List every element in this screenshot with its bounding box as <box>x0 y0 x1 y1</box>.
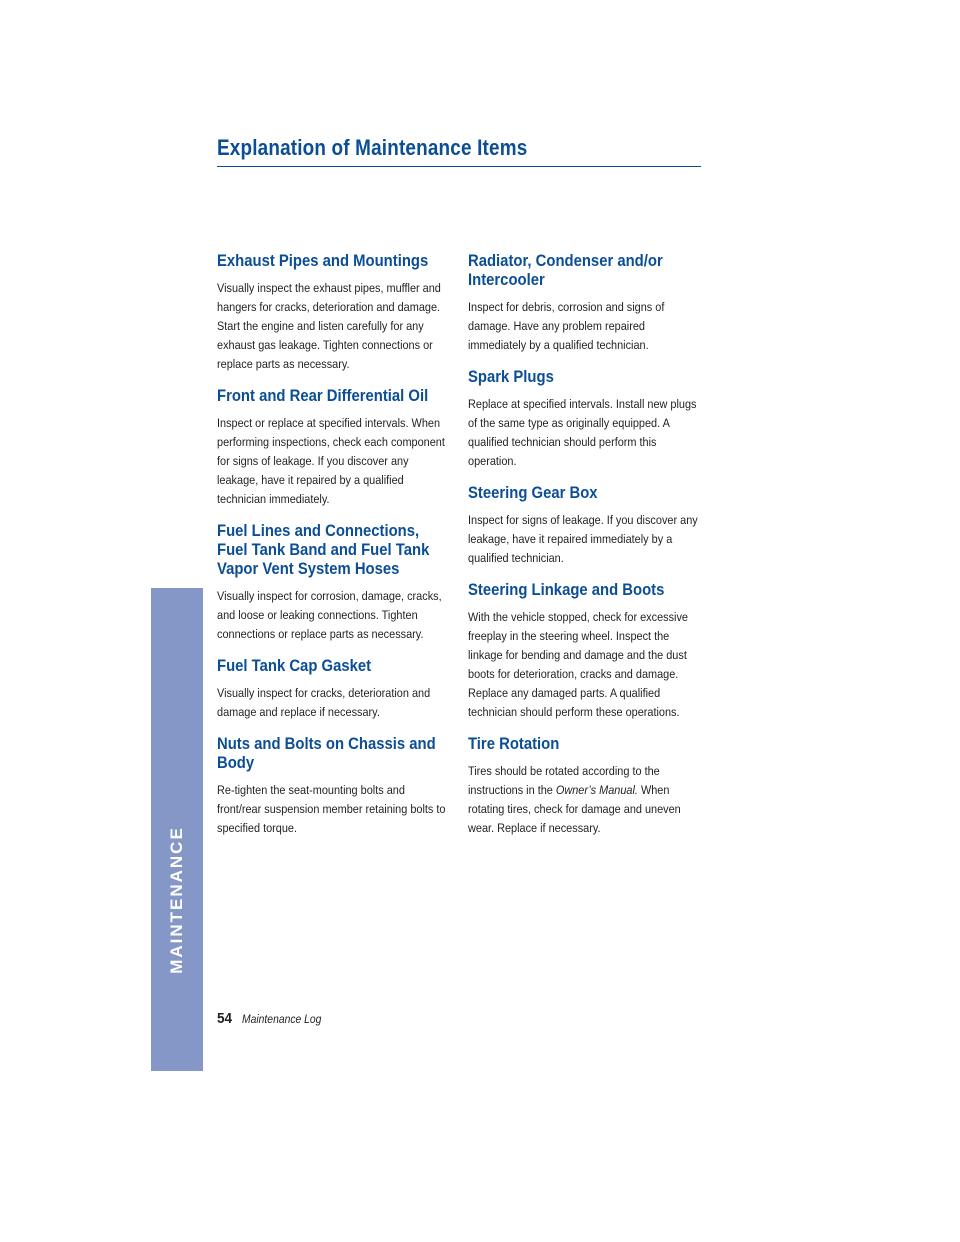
section-body <box>468 762 701 838</box>
section-differential-oil <box>217 387 447 509</box>
section-body: Re-tighten the seat-mounting bolts and front/rear suspension member retaining bolts to specified torque. <box>217 783 446 835</box>
section-radiator <box>468 252 700 355</box>
section-exhaust-pipes <box>217 252 447 374</box>
title-divider <box>217 166 701 167</box>
section-heading: Steering Gear Box <box>468 484 598 502</box>
tire-rotation-text-before: Tires should be rotated according to the instructions in the <box>468 764 660 797</box>
page-footer <box>217 1010 330 1028</box>
section-heading: Front and Rear Differential Oil <box>217 387 429 405</box>
section-steering-gear-box <box>468 484 700 568</box>
section-heading: Spark Plugs <box>468 368 554 386</box>
section-tire-rotation <box>468 735 700 838</box>
section-body: Inspect for debris, corrosion and signs of damage. Have any problem repaired immediately by a qualified technician. <box>468 300 665 352</box>
section-spark-plugs <box>468 368 700 471</box>
right-column <box>468 252 700 851</box>
section-heading: Tire Rotation <box>468 735 560 753</box>
section-body: Inspect or replace at specified intervals. When performing inspections, check each component for signs of leakage. If you discover any leakage, have it repaired by a qualified technician immediately. <box>217 416 445 506</box>
side-tab-label: MAINTENANCE <box>167 825 186 974</box>
section-heading: Fuel Lines and Connections, Fuel Tank Band and Fuel Tank Vapor Vent System Hoses <box>217 522 430 578</box>
section-heading: Nuts and Bolts on Chassis and Body <box>217 735 436 772</box>
page-title: Explanation of Maintenance Items <box>217 135 528 160</box>
section-fuel-tank-cap <box>217 657 447 722</box>
section-nuts-bolts <box>217 735 447 838</box>
footer-label: Maintenance Log <box>242 1014 322 1026</box>
section-body: Visually inspect for corrosion, damage, cracks, and loose or leaking connections. Tighten connections or replace parts as necessary. <box>217 589 442 641</box>
owners-manual-title: Owner’s Manual. <box>555 783 638 797</box>
left-column <box>217 252 447 851</box>
page-number: 54 <box>217 1010 233 1027</box>
section-steering-linkage <box>468 581 700 722</box>
maintenance-side-tab <box>151 588 203 1071</box>
section-heading: Radiator, Condenser and/or Intercooler <box>468 252 663 289</box>
section-heading: Exhaust Pipes and Mountings <box>217 252 429 270</box>
section-fuel-lines <box>217 522 447 644</box>
section-heading: Steering Linkage and Boots <box>468 581 665 599</box>
section-body: Visually inspect the exhaust pipes, muffler and hangers for cracks, deterioration and damage. Start the engine and listen carefully for any exhaust gas leakage. Tighten connections or replace parts as necessary. <box>217 281 441 371</box>
section-body: Inspect for signs of leakage. If you discover any leakage, have it repaired immediately by a qualified technician. <box>468 513 698 565</box>
section-body: Replace at specified intervals. Install new plugs of the same type as originally equipped. A qualified technician should perform this operation. <box>468 397 697 468</box>
section-body: Visually inspect for cracks, deterioration and damage and replace if necessary. <box>217 686 431 719</box>
section-heading: Fuel Tank Cap Gasket <box>217 657 372 675</box>
tire-rotation-text-after: When rotating tires, check for damage and uneven wear. Replace if necessary. <box>468 783 681 835</box>
section-body: With the vehicle stopped, check for excessive freeplay in the steering wheel. Inspect the linkage for bending and damage and the dust boots for deterioration, cracks and damage. Replace any damaged parts. A qualified technician should perform these operations. <box>468 610 688 719</box>
